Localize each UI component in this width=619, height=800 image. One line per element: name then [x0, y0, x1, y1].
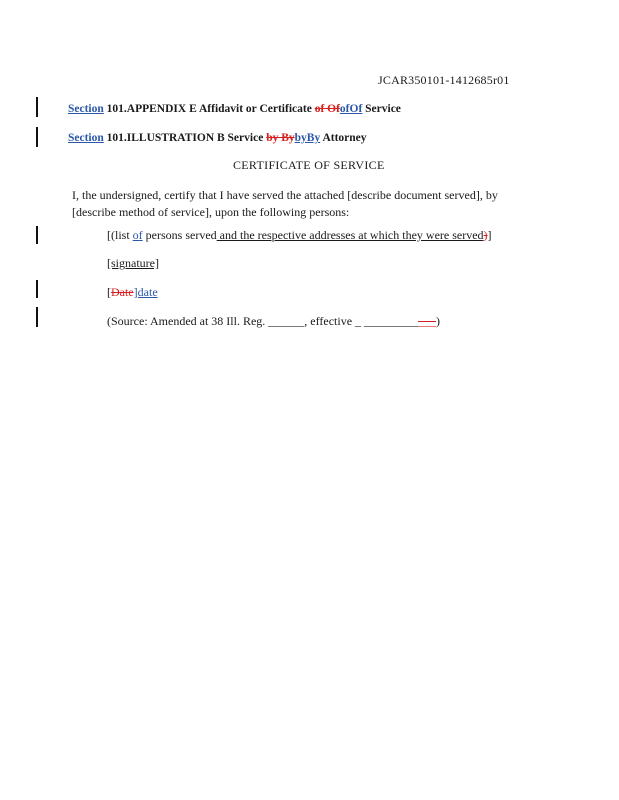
heading-tail: Service: [362, 103, 401, 115]
section-number: 101.: [106, 103, 127, 115]
inserted-text: and the respective addresses at which they were served: [216, 228, 484, 242]
certification-paragraph: I, the undersigned, certify that I have served the attached [describe document served], by [describe method of service], upon the following persons:: [72, 188, 498, 219]
list-text: persons served: [142, 228, 217, 242]
heading-appendix-e: [68, 103, 401, 115]
inserted-text: of: [132, 228, 143, 242]
change-bar: [36, 226, 38, 244]
change-bar: [36, 127, 38, 147]
date-line: [107, 285, 158, 300]
persons-list-line: [107, 228, 492, 243]
inserted-text: ofOf: [339, 103, 363, 115]
section-number: 101.: [106, 132, 127, 144]
deleted-text: ___: [418, 314, 437, 328]
heading-text: APPENDIX E Affidavit or Certificate: [126, 103, 315, 115]
deleted-text: ): [483, 228, 488, 242]
change-bar: [36, 307, 38, 327]
document-id: JCAR350101-1412685r01: [378, 73, 510, 87]
heading-tail: Attorney: [320, 132, 367, 144]
deleted-text: Date: [111, 285, 134, 299]
source-line: [107, 314, 440, 329]
section-link[interactable]: Section: [68, 132, 104, 144]
inserted-text: byBy: [294, 132, 321, 144]
heading-illustration-b: [68, 132, 367, 144]
section-link[interactable]: Section: [68, 103, 104, 115]
change-bar: [36, 97, 38, 117]
signature-line: [signature]: [107, 256, 159, 270]
list-text: [(list: [107, 228, 133, 242]
date-bracket: [: [107, 285, 111, 299]
inserted-text: ]date: [133, 285, 158, 299]
deleted-text: by By: [266, 132, 295, 144]
source-close: ): [436, 314, 441, 328]
certificate-title: CERTIFICATE OF SERVICE: [233, 158, 385, 172]
source-text: (Source: Amended at 38 Ill. Reg. ______, effective _ _________: [107, 314, 419, 328]
deleted-text: of Of: [314, 103, 340, 115]
change-bar: [36, 280, 38, 298]
list-text: ]: [487, 228, 492, 242]
heading-text: ILLUSTRATION B Service: [126, 132, 267, 144]
